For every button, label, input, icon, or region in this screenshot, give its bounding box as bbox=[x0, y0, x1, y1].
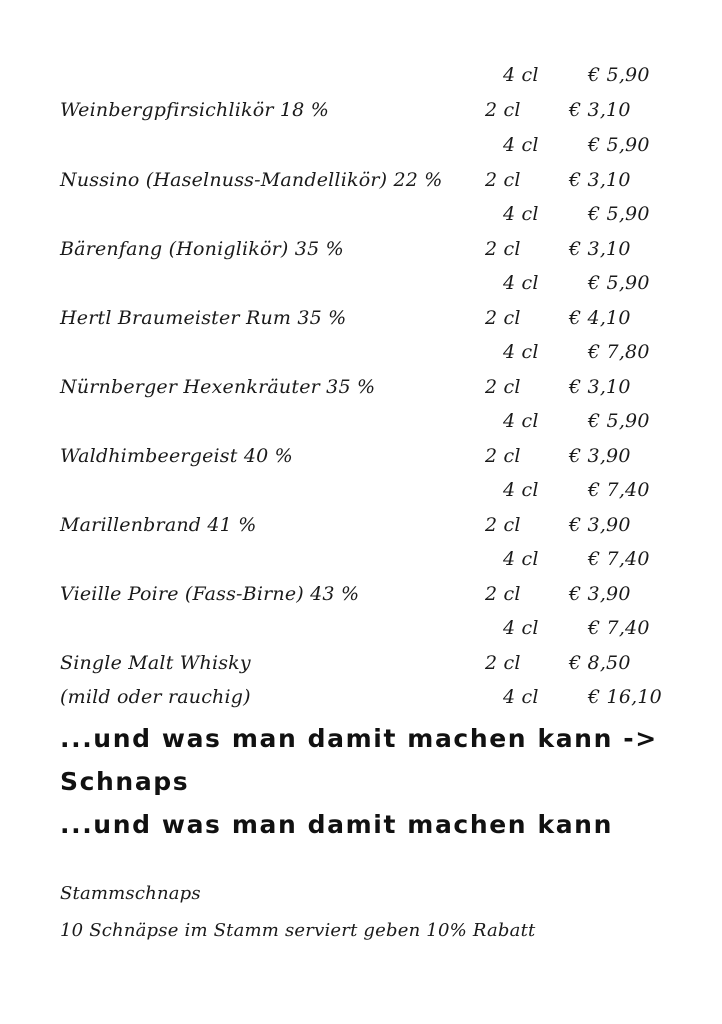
price-2cl: € 3,10 bbox=[569, 169, 631, 191]
size-2cl: 2 cl bbox=[485, 238, 521, 260]
top-size: 4 cl bbox=[503, 64, 539, 86]
menu-item-name: Nürnberger Hexenkräuter 35 % bbox=[60, 376, 376, 398]
menu-item-name: Single Malt Whisky bbox=[60, 652, 251, 674]
footer-text: 10 Schnäpse im Stamm serviert geben 10% Rabatt bbox=[60, 920, 536, 941]
price-4cl: € 16,10 bbox=[588, 686, 662, 708]
top-price: € 5,90 bbox=[588, 64, 650, 86]
menu-item-name: Vieille Poire (Fass-Birne) 43 % bbox=[60, 583, 360, 605]
size-2cl: 2 cl bbox=[485, 376, 521, 398]
size-4cl: 4 cl bbox=[503, 479, 539, 501]
size-2cl: 2 cl bbox=[485, 307, 521, 329]
section-heading: ...und was man damit machen kann -> bbox=[60, 724, 658, 753]
price-4cl: € 5,90 bbox=[588, 203, 650, 225]
price-2cl: € 3,90 bbox=[569, 445, 631, 467]
price-2cl: € 3,10 bbox=[569, 376, 631, 398]
size-2cl: 2 cl bbox=[485, 445, 521, 467]
price-4cl: € 5,90 bbox=[588, 410, 650, 432]
footer-title: Stammschnaps bbox=[60, 883, 201, 904]
section-heading: ...und was man damit machen kann bbox=[60, 810, 613, 839]
price-2cl: € 3,90 bbox=[569, 514, 631, 536]
size-4cl: 4 cl bbox=[503, 203, 539, 225]
size-2cl: 2 cl bbox=[485, 514, 521, 536]
size-4cl: 4 cl bbox=[503, 410, 539, 432]
size-2cl: 2 cl bbox=[485, 583, 521, 605]
price-2cl: € 4,10 bbox=[569, 307, 631, 329]
size-4cl: 4 cl bbox=[503, 341, 539, 363]
price-2cl: € 3,90 bbox=[569, 583, 631, 605]
price-4cl: € 7,80 bbox=[588, 341, 650, 363]
menu-item-name: Weinbergpfirsichlikör 18 % bbox=[60, 99, 329, 121]
size-2cl: 2 cl bbox=[485, 652, 521, 674]
menu-item-name: Hertl Braumeister Rum 35 % bbox=[60, 307, 347, 329]
size-4cl: 4 cl bbox=[503, 617, 539, 639]
price-4cl: € 5,90 bbox=[588, 272, 650, 294]
price-4cl: € 7,40 bbox=[588, 548, 650, 570]
price-4cl: € 7,40 bbox=[588, 479, 650, 501]
price-2cl: € 3,10 bbox=[569, 238, 631, 260]
size-4cl: 4 cl bbox=[503, 272, 539, 294]
size-4cl: 4 cl bbox=[503, 548, 539, 570]
price-4cl: € 5,90 bbox=[588, 134, 650, 156]
size-2cl: 2 cl bbox=[485, 99, 521, 121]
menu-item-name: Marillenbrand 41 % bbox=[60, 514, 257, 536]
menu-item-name: Bärenfang (Honiglikör) 35 % bbox=[60, 238, 344, 260]
price-2cl: € 8,50 bbox=[569, 652, 631, 674]
size-4cl: 4 cl bbox=[503, 686, 539, 708]
price-4cl: € 7,40 bbox=[588, 617, 650, 639]
menu-item-name: Waldhimbeergeist 40 % bbox=[60, 445, 293, 467]
section-title: Schnaps bbox=[60, 767, 190, 796]
menu-item-subtitle: (mild oder rauchig) bbox=[60, 686, 251, 708]
menu-item-name: Nussino (Haselnuss-Mandellikör) 22 % bbox=[60, 169, 443, 191]
size-4cl: 4 cl bbox=[503, 134, 539, 156]
size-2cl: 2 cl bbox=[485, 169, 521, 191]
price-2cl: € 3,10 bbox=[569, 99, 631, 121]
